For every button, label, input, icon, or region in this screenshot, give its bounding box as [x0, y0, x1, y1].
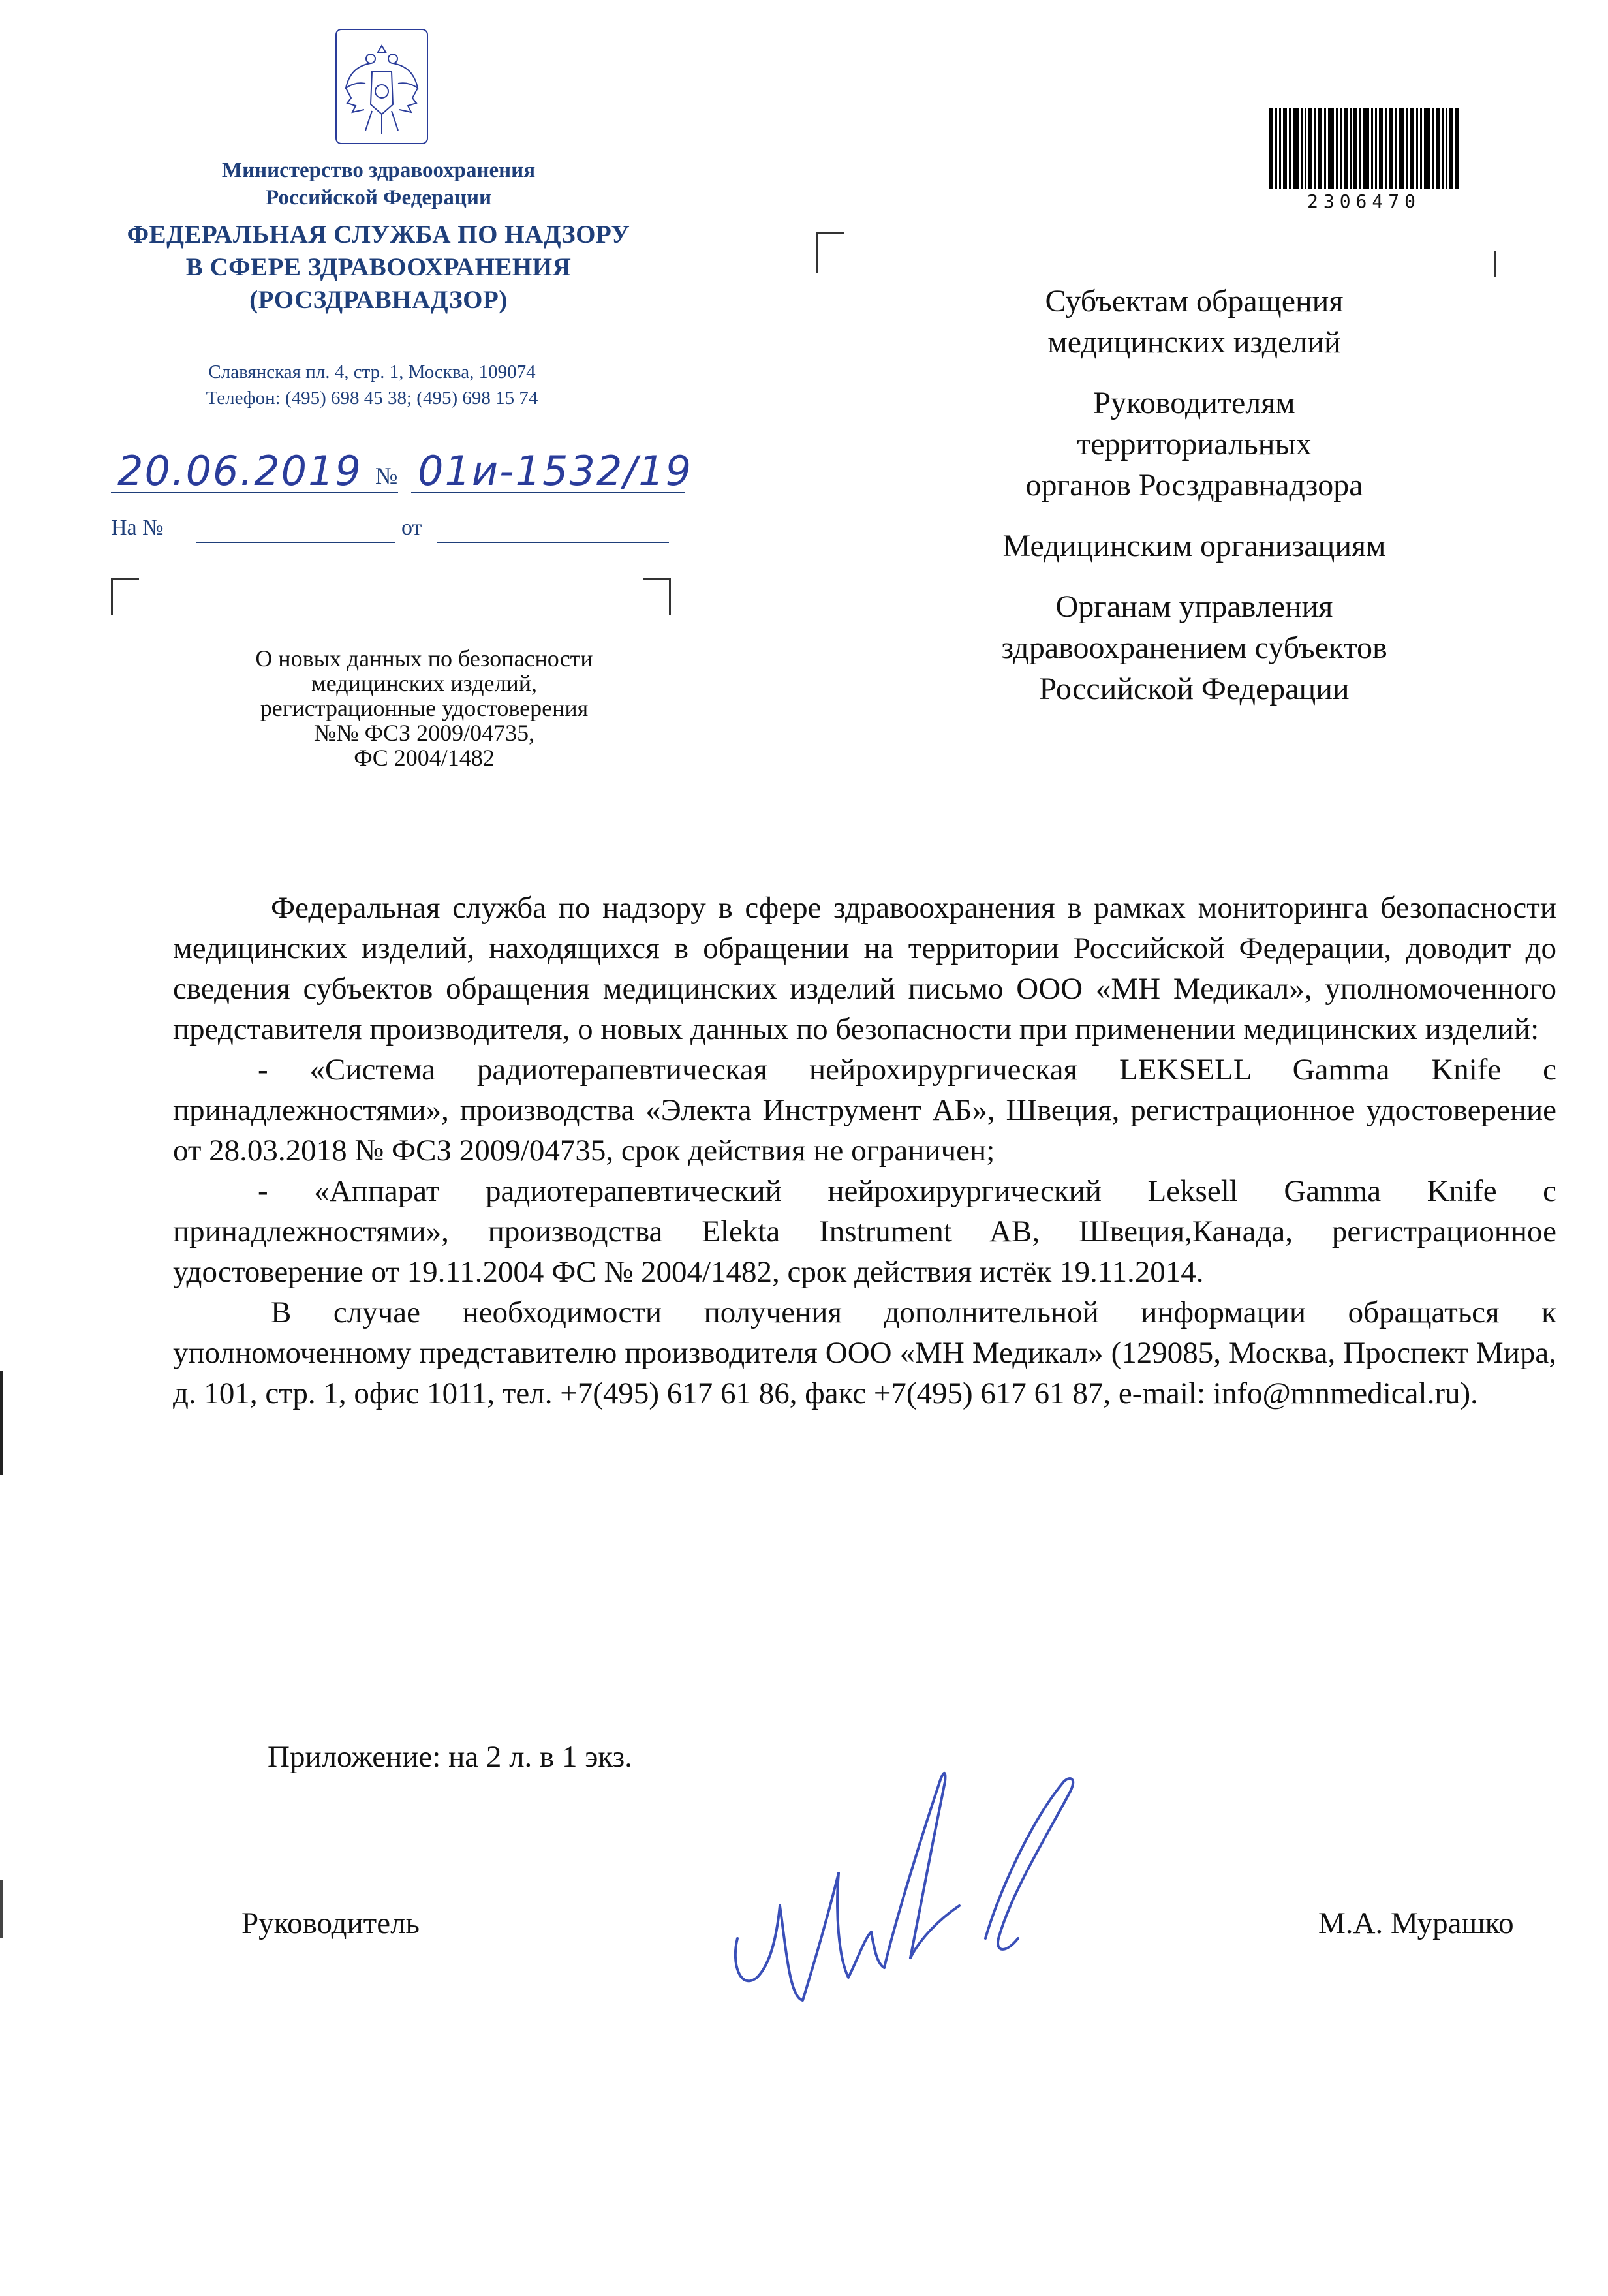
recipients-block: [868, 281, 1521, 729]
registration-number: 01и-1532/19: [418, 447, 693, 495]
recipient-line: органов Росздравнадзора: [1025, 468, 1363, 503]
address-line1: Славянская пл. 4, стр. 1, Москва, 109074: [208, 362, 536, 382]
address-block: [124, 359, 620, 411]
scan-edge-mark: [0, 1371, 3, 1475]
reference-from-label: от: [401, 516, 422, 540]
subject-line: медицинских изделий,: [311, 670, 538, 696]
signer-role: Руководитель: [241, 1906, 420, 1940]
body-paragraph-intro: Федеральная служба по надзору в сфере здравоохранения в рамках мониторинга безопасности медицинских изделий, находящихся в обращении на территории Российской Федерации, доводит до сведения субъектов обращения медицинских изделий письмо ООО «МН Медикал», уполномоченного представителя производителя, о новых данных по безопасности при применении медицинских изделий:: [173, 891, 1556, 1046]
coat-of-arms-icon: [333, 26, 431, 147]
scan-edge-mark: [0, 1880, 3, 1938]
subject-line: регистрационные удостоверения: [260, 695, 589, 721]
subject-line: О новых данных по безопасности: [255, 645, 593, 672]
recipient-line: Медицинским организациям: [1002, 529, 1386, 563]
recipient-group: [868, 525, 1521, 566]
subject-corner-left: [111, 578, 139, 615]
service-name: [98, 219, 659, 317]
recipient-line: Органам управления: [1055, 589, 1333, 624]
ministry-line2: Российской Федерации: [266, 186, 491, 209]
recipient-group: [868, 382, 1521, 506]
recipient-line: здравоохранением субъектов: [1001, 630, 1387, 665]
recipient-line: Руководителям: [1093, 386, 1295, 420]
ministry-line1: Министерство здравоохранения: [221, 159, 536, 182]
body-paragraph-device-1: - «Система радиотерапевтическая нейрохирургическая LEKSELL Gamma Knife с принадлежностями», производства «Электа Инструмент АБ», Швеция, регистрационное удостоверение от 28.03.2018 № ФСЗ 2009/04735, срок действия не ограничен;: [173, 1053, 1556, 1168]
signer-name: М.А. Мурашко: [1318, 1906, 1514, 1940]
barcode-number: 2306470: [1306, 191, 1421, 212]
service-line1: ФЕДЕРАЛЬНАЯ СЛУЖБА ПО НАДЗОРУ: [127, 221, 630, 249]
letter-body: [173, 888, 1556, 1414]
address-corner-right: [1494, 251, 1496, 277]
service-line3: (РОСЗДРАВНАДЗОР): [249, 286, 508, 314]
subject-corner-right: [643, 578, 671, 615]
recipient-line: Российской Федерации: [1039, 672, 1350, 706]
number-sign: №: [375, 463, 398, 489]
registration-line: [111, 444, 750, 503]
subject-block: [163, 646, 685, 770]
body-paragraph-contact: В случае необходимости получения дополнительной информации обращаться к уполномоченному представителю производителя ООО «МН Медикал» (129085, Москва, Проспект Мира, д. 101, стр. 1, офис 1011, тел. +7(495) 617 61 86, факс +7(495) 617 61 87, e-mail: info@mnmedical.ru).: [173, 1295, 1556, 1410]
recipient-group: [868, 281, 1521, 363]
address-corner-left: [816, 232, 844, 273]
barcode: [1269, 108, 1459, 189]
recipient-group: [868, 586, 1521, 709]
reference-line: [111, 516, 672, 548]
subject-line: ФС 2004/1482: [354, 745, 495, 771]
handwritten-signature: [724, 1743, 1116, 2023]
recipient-line: территориальных: [1077, 427, 1312, 461]
address-line2: Телефон: (495) 698 45 38; (495) 698 15 74: [206, 388, 538, 409]
recipient-line: Субъектам обращения: [1045, 284, 1344, 318]
ministry-name: [157, 157, 600, 211]
reference-number-label: На №: [111, 516, 164, 540]
registration-date: 20.06.2019: [117, 447, 362, 495]
subject-line: №№ ФСЗ 2009/04735,: [313, 720, 535, 746]
body-paragraph-device-2: - «Аппарат радиотерапевтический нейрохирургический Leksell Gamma Knife с принадлежностями», производства Elekta Instrument AB, Швеция,Канада, регистрационное удостоверение от 19.11.2004 ФС № 2004/1482, срок действия истёк 19.11.2014.: [173, 1174, 1556, 1289]
reference-date-field: [437, 542, 669, 543]
appendix-note: Приложение: на 2 л. в 1 экз.: [268, 1740, 632, 1774]
reference-number-field: [196, 542, 395, 543]
service-line2: В СФЕРЕ ЗДРАВООХРАНЕНИЯ: [185, 253, 572, 281]
date-underline: [111, 489, 750, 496]
recipient-line: медицинских изделий: [1047, 325, 1341, 360]
